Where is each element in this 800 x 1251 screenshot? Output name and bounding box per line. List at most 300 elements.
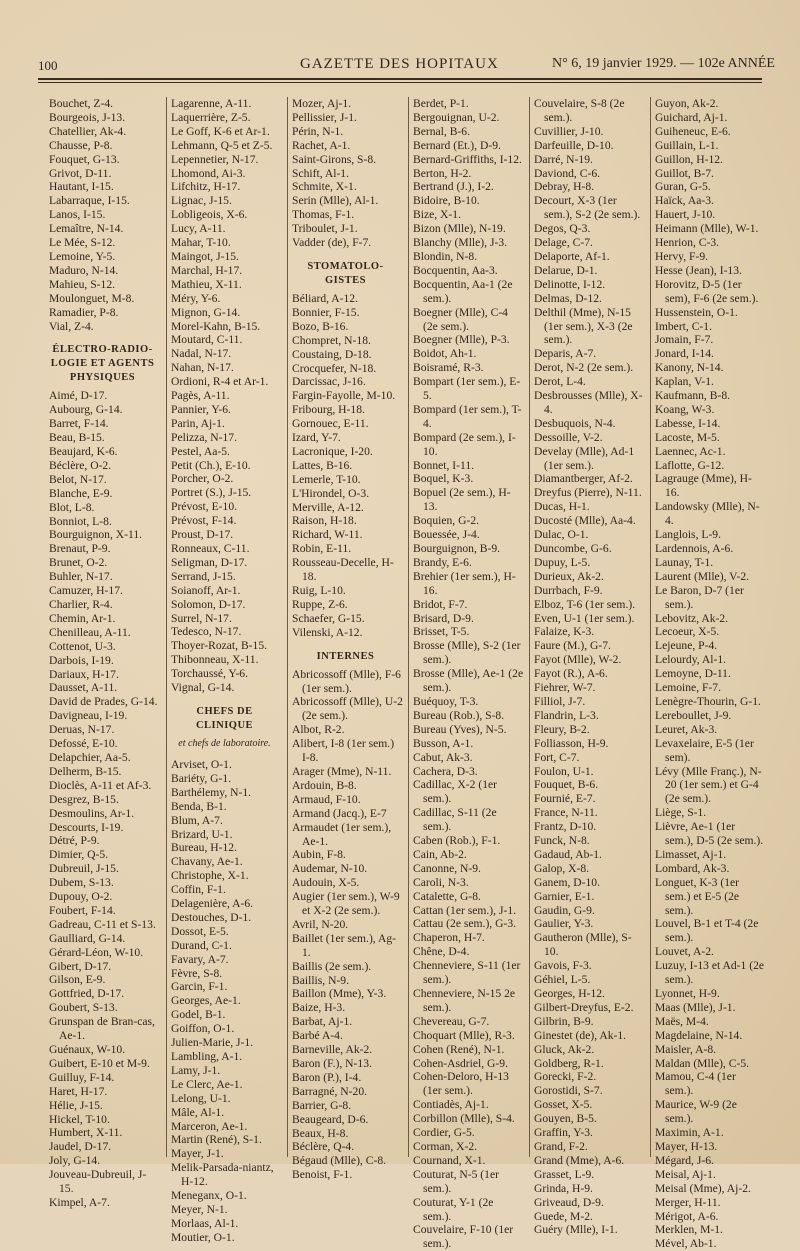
directory-entry: Chevereau, G-7. xyxy=(413,1014,490,1028)
directory-entry: Lamy, J-1. xyxy=(171,1063,221,1077)
header-rule xyxy=(38,78,762,80)
directory-entry: Cohen-Deloro, H-13 (1er sem.). xyxy=(413,1070,509,1098)
directory-entry: Chêne, D-4. xyxy=(413,945,470,959)
directory-entry: Chausse, P-8. xyxy=(49,138,113,152)
directory-entry: Le Clerc, Ae-1. xyxy=(171,1077,243,1091)
directory-entry: Gilbrin, B-9. xyxy=(534,1014,594,1028)
directory-entry: Armand (Jacq.), E-7 xyxy=(292,806,387,820)
section-subheading: et chefs de laboratoire. xyxy=(178,737,271,749)
directory-entry: Dessoille, V-2. xyxy=(534,430,603,444)
directory-entry: Cattan (1er sem.), J-1. xyxy=(413,903,517,917)
directory-entry: Thomas, F-1. xyxy=(292,208,355,222)
directory-entry: Pannier, Y-6. xyxy=(171,402,231,416)
directory-entry: Guilluy, F-14. xyxy=(49,1070,115,1084)
directory-entry: Duncombe, G-6. xyxy=(534,542,612,555)
directory-entry: Lhomond, Ai-3. xyxy=(171,166,246,180)
directory-entry: Gadreau, C-11 et S-13. xyxy=(49,917,156,931)
directory-entry: Lemoine, Y-5. xyxy=(49,249,116,263)
directory-entry: Boegner (Mlle), P-3. xyxy=(413,333,510,347)
directory-entry: Leuret, Ak-3. xyxy=(655,722,718,736)
directory-entry: Hussenstein, O-1. xyxy=(655,305,738,319)
directory-entry: Ruig, L-10. xyxy=(292,584,346,597)
directory-entry: Cohen (René), N-1. xyxy=(413,1042,505,1056)
directory-entry: Gottfried, D-17. xyxy=(49,987,125,1001)
directory-entry: Avril, N-20. xyxy=(292,917,349,931)
directory-entry: Charlier, R-4. xyxy=(49,598,113,611)
directory-entry: Limasset, Aj-1. xyxy=(655,847,727,861)
directory-entry: Berdet, P-1. xyxy=(413,97,469,110)
issue-line: N° 6, 19 janvier 1929. — 102e ANNÉE xyxy=(552,56,775,71)
directory-entry: Lucy, A-11. xyxy=(171,222,226,236)
directory-entry: Foulon, U-1. xyxy=(534,764,594,778)
directory-entry: Corbillon (Mlle), S-4. xyxy=(413,1112,515,1126)
directory-entry: Darbois, I-19. xyxy=(49,653,114,667)
directory-entry: Lenègre-Thourin, G-1. xyxy=(655,694,761,708)
directory-entry: Aimé, D-17. xyxy=(49,389,108,403)
directory-entry: Debray, H-8. xyxy=(534,180,595,194)
directory-entry: Bureau, H-12. xyxy=(171,841,238,855)
directory-entry: Kimpel, A-7. xyxy=(49,1195,110,1209)
section-heading: CHEFS DE CLINIQUE xyxy=(195,705,254,731)
directory-entry: Ginestet (de), Ak-1. xyxy=(534,1028,627,1042)
directory-entry: Fouquet, G-13. xyxy=(49,152,120,166)
directory-entry: Melik-Parsada-niantz, H-12. xyxy=(171,1161,274,1189)
directory-entry: Funck, N-8. xyxy=(534,834,590,848)
directory-entry: Boidot, Ah-1. xyxy=(413,347,477,361)
directory-entry: Baron (F.), N-13. xyxy=(292,1057,372,1070)
directory-entry: Serrand, J-15. xyxy=(171,569,236,583)
directory-entry: Lelong, U-1. xyxy=(171,1091,231,1105)
directory-entry: Lejeune, P-4. xyxy=(655,639,718,653)
directory-entry: Bouchet, Z-4. xyxy=(49,97,114,110)
directory-entry: Defossé, E-10. xyxy=(49,737,118,751)
directory-entry: Heimann (Mlle), W-1. xyxy=(655,222,759,236)
directory-entry: Daviond, C-6. xyxy=(534,166,601,180)
directory-entry: Caroli, N-3. xyxy=(413,875,469,889)
directory-entry: Fournié, E-7. xyxy=(534,792,596,806)
directory-entry: Ramadier, P-8. xyxy=(49,305,119,319)
directory-entry: Horovitz, D-5 (1er sem), F-6 (2e sem.). xyxy=(655,277,759,305)
directory-entry: Bompart (1er sem.), E-5. xyxy=(413,375,521,403)
directory-entry: Bonnet, I-11. xyxy=(413,458,475,472)
directory-entry: Fayot (R.), A-6. xyxy=(534,667,608,681)
directory-entry: Guyon, Ak-2. xyxy=(655,97,719,110)
directory-entry: Fargin-Fayolle, M-10. xyxy=(292,389,396,403)
directory-entry: Robin, E-11. xyxy=(292,542,352,556)
directory-entry: Lemaître, N-14. xyxy=(49,222,124,236)
directory-entry: Lombard, Ak-3. xyxy=(655,861,730,875)
directory-entry: Couturat, N-5 (1er sem.). xyxy=(413,1167,499,1195)
directory-entry: Meisal (Mme), Aj-2. xyxy=(655,1181,751,1195)
directory-entry: Cohen-Asdriel, G-9. xyxy=(413,1056,508,1070)
directory-entry: Meisal, Aj-1. xyxy=(655,1167,716,1181)
directory-entry: Guiheneuc, E-6. xyxy=(655,124,731,138)
directory-entry: Mayer, J-1. xyxy=(171,1147,224,1161)
header-rule-thin xyxy=(38,82,762,83)
directory-entry: Mâle, Al-1. xyxy=(171,1105,225,1119)
directory-entry: Prévost, F-14. xyxy=(171,514,237,528)
directory-entry: Hervy, F-9. xyxy=(655,249,709,263)
directory-entry: Aubin, F-8. xyxy=(292,848,346,862)
directory-entry: Delherm, B-15. xyxy=(49,764,122,778)
directory-entry: Filliol, J-7. xyxy=(534,694,586,708)
directory-entry: Barthélemy, N-1. xyxy=(171,785,252,799)
directory-entry: Brisset, T-5. xyxy=(413,625,470,639)
directory-entry: Raison, H-18. xyxy=(292,514,357,528)
directory-entry: Guede, M-2. xyxy=(534,1209,593,1223)
directory-entry: Delaporte, Af-1. xyxy=(534,249,610,263)
directory-entry: Grand (Mme), A-6. xyxy=(534,1153,625,1167)
directory-entry: Lambling, A-1. xyxy=(171,1050,243,1063)
directory-entry: Dupuy, L-5. xyxy=(534,555,591,569)
directory-entry: Julien-Marie, J-1. xyxy=(171,1036,254,1050)
directory-entry: Descourts, I-19. xyxy=(49,820,124,834)
directory-entry: Bompard (1er sem.), T-4. xyxy=(413,402,522,430)
directory-entry: Tedesco, N-17. xyxy=(171,625,242,639)
directory-entry: Surrel, N-17. xyxy=(171,611,232,625)
directory-entry: Brisard, D-9. xyxy=(413,611,474,625)
directory-entry: Kaplan, V-1. xyxy=(655,375,714,389)
directory-entry: Corman, X-2. xyxy=(413,1139,478,1153)
directory-entry: Vignal, G-14. xyxy=(171,681,235,695)
directory-entry: Desmoulins, Ar-1. xyxy=(49,806,135,820)
directory-entry: Armaud, F-10. xyxy=(292,792,361,806)
directory-entry: Dupouy, O-2. xyxy=(49,890,113,904)
directory-entry: Géhiel, L-5. xyxy=(534,973,591,987)
directory-entry: Ardouin, B-8. xyxy=(292,778,357,792)
directory-entry: Merklen, M-1. xyxy=(655,1223,723,1237)
directory-entry: Desgrez, B-15. xyxy=(49,792,119,806)
directory-entry: Bocquentin, Aa-1 (2e sem.). xyxy=(413,277,513,305)
directory-entry: Chatellier, Ak-4. xyxy=(49,124,127,138)
directory-entry: Couvelaire, S-8 (2e sem.). xyxy=(534,97,625,124)
directory-entry: Haïck, Aa-3. xyxy=(655,194,714,208)
directory-entry: Fiehrer, W-7. xyxy=(534,681,596,695)
directory-entry: Meneganx, O-1. xyxy=(171,1189,247,1203)
directory-entry: Graffin, Y-3. xyxy=(534,1126,593,1140)
directory-entry: Desbuquois, N-4. xyxy=(534,416,616,430)
directory-entry: Delarue, D-1. xyxy=(534,263,598,277)
directory-entry: Ganem, D-10. xyxy=(534,875,601,889)
directory-entry: Thoyer-Rozat, B-15. xyxy=(171,639,268,653)
directory-entry: Gérard-Léon, W-10. xyxy=(49,945,144,959)
directory-entry: Lecoeur, X-5. xyxy=(655,625,720,639)
directory-entry: Georges, H-12. xyxy=(534,987,605,1000)
directory-entry: Lebovitz, Ak-2. xyxy=(655,611,729,625)
directory-entry: Bourguignon, X-11. xyxy=(49,528,143,542)
directory-entry: Parin, Aj-1. xyxy=(171,416,225,430)
directory-entry: Gaudin, G-9. xyxy=(534,903,595,917)
directory-entry: Favary, A-7. xyxy=(171,952,229,966)
directory-entry: Mahieu, S-12. xyxy=(49,277,116,291)
directory-entry: Bernard (Et.), D-9. xyxy=(413,138,501,152)
column-2 xyxy=(166,97,282,1244)
directory-entry: Pestel, Aa-5. xyxy=(171,444,230,458)
directory-entry: Durieux, Ak-2. xyxy=(534,569,604,583)
directory-entry: Develay (Mlle), Ad-1 (1er sem.). xyxy=(534,444,635,472)
directory-entry: Chompret, N-18. xyxy=(292,333,371,347)
directory-entry: Joly, G-14. xyxy=(49,1154,101,1168)
directory-entry: Bonniot, L-8. xyxy=(49,514,112,528)
directory-entry: Goldberg, R-1. xyxy=(534,1056,604,1070)
directory-entry: Delinotte, I-12. xyxy=(534,277,606,291)
directory-entry: Folliasson, H-9. xyxy=(534,736,609,750)
directory-entry: Baillis, N-9. xyxy=(292,973,350,987)
directory-entry: Morel-Kahn, B-15. xyxy=(171,319,261,333)
directory-entry: Gadaud, Ab-1. xyxy=(534,847,602,861)
directory-entry: Augier (1er sem.), W-9 et X-2 (2e sem.). xyxy=(292,890,400,918)
directory-entry: Moutier, O-1. xyxy=(171,1230,235,1244)
directory-entry: Baillet (1er sem.), Ag-1. xyxy=(292,931,396,959)
directory-entry: Dariaux, H-17. xyxy=(49,667,119,681)
section-heading: INTERNES xyxy=(316,650,375,662)
directory-entry: Baize, H-3. xyxy=(292,1001,346,1015)
directory-entry: Degos, Q-3. xyxy=(534,222,591,236)
directory-entry: Darfeuille, D-10. xyxy=(534,138,614,152)
directory-entry: Guéry (Mlle), I-1. xyxy=(534,1223,618,1237)
directory-entry: Bize, X-1. xyxy=(413,208,461,222)
directory-entry: Mathieu, X-11. xyxy=(171,277,242,291)
directory-entry: Darré, N-19. xyxy=(534,152,593,166)
directory-entry: Luzuy, I-13 et Ad-1 (2e sem.). xyxy=(655,959,765,987)
directory-entry: Boisramé, R-3. xyxy=(413,361,484,375)
directory-entry: Jaudel, D-17. xyxy=(49,1140,112,1154)
directory-entry: Decourt, X-3 (1er sem.), S-2 (2e sem.). xyxy=(534,194,641,222)
column-3 xyxy=(287,97,403,1182)
directory-entry: Béclère, O-2. xyxy=(49,458,112,472)
directory-entry: Vadder (de), F-7. xyxy=(292,236,372,250)
column-5 xyxy=(529,97,645,1237)
directory-entry: Fèvre, S-8. xyxy=(171,966,223,980)
directory-entry: Arviset, O-1. xyxy=(171,757,232,771)
directory-entry: Richard, W-11. xyxy=(292,528,363,542)
directory-entry: Lacoste, M-5. xyxy=(655,430,720,444)
directory-entry: Schift, Al-1. xyxy=(292,166,350,180)
directory-entry: Seligman, D-17. xyxy=(171,555,248,569)
directory-entry: Chemin, Ar-1. xyxy=(49,611,116,625)
directory-entry: Maduro, N-14. xyxy=(49,263,119,277)
directory-entry: Solomon, D-17. xyxy=(171,597,246,611)
directory-entry: Maës, M-4. xyxy=(655,1014,709,1028)
directory-entry: Fribourg, H-18. xyxy=(292,403,365,417)
directory-entry: Maisler, A-8. xyxy=(655,1042,717,1056)
directory-entry: Guénaux, W-10. xyxy=(49,1043,126,1056)
directory-entry: Goiffon, O-1. xyxy=(171,1022,235,1036)
directory-entry: Cournand, X-1. xyxy=(413,1153,486,1167)
directory-entry: Elboz, T-6 (1er sem.). xyxy=(534,597,636,611)
directory-entry: Baillon (Mme), Y-3. xyxy=(292,987,387,1001)
directory-entry: Guillon, H-12. xyxy=(655,152,723,166)
directory-entry: Longuet, K-3 (1er sem.) et E-5 (2e sem.). xyxy=(655,875,740,917)
directory-entry: Lyonnet, H-9. xyxy=(655,987,720,1000)
directory-entry: Dubreuil, J-15. xyxy=(49,862,119,876)
directory-entry: Imbert, C-1. xyxy=(655,319,712,333)
directory-entry: Hautant, I-15. xyxy=(49,180,114,194)
directory-entry: Portret (S.), J-15. xyxy=(171,486,252,500)
directory-entry: Coffin, F-1. xyxy=(171,883,226,897)
directory-entry: Lardennois, A-6. xyxy=(655,542,734,555)
directory-entry: Arager (Mme), N-11. xyxy=(292,764,392,778)
directory-entry: Gaulier, Y-3. xyxy=(534,917,594,931)
directory-entry: Lehmann, Q-5 et Z-5. xyxy=(171,138,273,152)
directory-entry: Deruas, N-17. xyxy=(49,723,115,737)
directory-entry: Cachera, D-3. xyxy=(413,764,478,778)
directory-entry: Lobligeois, X-6. xyxy=(171,208,248,222)
directory-entry: Torchaussé, Y-6. xyxy=(171,667,248,681)
directory-entry: Beaujard, K-6. xyxy=(49,445,118,459)
directory-entry: Durand, C-1. xyxy=(171,938,232,952)
directory-entry: Frantz, D-10. xyxy=(534,820,597,834)
directory-entry: Louvet, A-2. xyxy=(655,945,714,959)
directory-entry: Delmas, D-12. xyxy=(534,291,602,305)
directory-entry: Launay, T-1. xyxy=(655,555,714,569)
directory-entry: Dioclès, A-11 et Af-3. xyxy=(49,778,152,792)
directory-entry: Rousseau-Decelle, H-18. xyxy=(292,556,394,584)
directory-columns xyxy=(45,97,767,1251)
directory-entry: Blot, L-8. xyxy=(49,500,95,514)
directory-entry: Bourgeois, J-13. xyxy=(49,110,126,124)
directory-entry: Christophe, X-1. xyxy=(171,869,249,883)
directory-entry: Chavany, Ae-1. xyxy=(171,855,243,869)
directory-entry: Lepennetier, N-17. xyxy=(171,152,259,166)
directory-entry: David de Prades, G-14. xyxy=(49,695,158,709)
directory-entry: Haret, H-17. xyxy=(49,1084,108,1098)
directory-entry: Maas (Mlle), J-1. xyxy=(655,1000,736,1014)
directory-entry: Bernard-Griffiths, I-12. xyxy=(413,152,522,166)
directory-entry: Jouveau-Dubreuil, J-15. xyxy=(49,1168,147,1196)
directory-entry: Périn, N-1. xyxy=(292,124,344,138)
directory-entry: Laquerrière, Z-5. xyxy=(171,110,251,124)
directory-entry: Vial, Z-4. xyxy=(49,319,94,333)
directory-entry: Gouyen, B-5. xyxy=(534,1112,597,1126)
directory-entry: Cadillac, X-2 (1er sem.). xyxy=(413,778,498,806)
directory-entry: Guillain, L-1. xyxy=(655,138,719,152)
directory-entry: Davigneau, I-19. xyxy=(49,709,128,723)
directory-entry: Hauert, J-10. xyxy=(655,208,716,222)
directory-entry: Laflotte, G-12. xyxy=(655,458,725,472)
directory-entry: Couturat, Y-1 (2e sem.). xyxy=(413,1195,494,1223)
directory-entry: Abricossoff (Mlle), F-6 (1er sem.). xyxy=(292,667,401,695)
directory-entry: Gorostidi, S-7. xyxy=(534,1084,603,1098)
directory-entry: Grunspan de Bran-cas, Ae-1. xyxy=(49,1015,155,1043)
directory-entry: Bergouignan, U-2. xyxy=(413,110,500,124)
directory-entry: Derot, L-4. xyxy=(534,375,586,389)
directory-entry: Ducas, H-1. xyxy=(534,500,590,514)
directory-entry: Gilbert-Dreyfus, E-2. xyxy=(534,1000,634,1014)
directory-entry: Bourguignon, B-9. xyxy=(413,542,501,555)
directory-entry: Dulac, O-1. xyxy=(534,528,589,542)
directory-entry: Grinda, H-9. xyxy=(534,1181,593,1195)
column-6 xyxy=(650,97,766,1251)
directory-entry: Kanony, N-14. xyxy=(655,361,724,375)
directory-entry: Brehier (1er sem.), H-16. xyxy=(413,569,516,597)
directory-entry: Mérigot, A-6. xyxy=(655,1209,719,1223)
directory-entry: Merger, H-11. xyxy=(655,1195,721,1209)
directory-entry: Dreyfus (Pierre), N-11. xyxy=(534,486,642,500)
directory-entry: Flandrin, L-3. xyxy=(534,708,599,722)
directory-entry: Fouquet, B-6. xyxy=(534,778,599,792)
directory-entry: Brosse (Mlle), Ae-1 (2e sem.). xyxy=(413,667,524,695)
directory-entry: Lignac, J-15. xyxy=(171,194,232,208)
page-header xyxy=(0,52,800,76)
directory-entry: Labesse, I-14. xyxy=(655,416,721,430)
directory-entry: Ronneaux, C-11. xyxy=(171,542,250,555)
directory-entry: Buéquoy, T-3. xyxy=(413,694,479,708)
directory-entry: Béclère, Q-4. xyxy=(292,1140,355,1154)
directory-entry: Gaulliard, G-14. xyxy=(49,931,126,945)
directory-entry: Garcin, F-1. xyxy=(171,980,228,994)
directory-entry: Béliard, A-12. xyxy=(292,291,359,305)
directory-entry: Destouches, D-1. xyxy=(171,910,252,924)
directory-entry: Armaudet (1er sem.), Ae-1. xyxy=(292,820,392,848)
directory-entry: Blanche, E-9. xyxy=(49,486,113,500)
directory-entry: Dubem, S-13. xyxy=(49,876,114,890)
directory-entry: Dimier, Q-5. xyxy=(49,848,109,862)
directory-entry: Brandy, E-6. xyxy=(413,555,472,569)
directory-entry: Saint-Girons, S-8. xyxy=(292,152,377,166)
directory-entry: Garnier, E-1. xyxy=(534,889,595,903)
directory-entry: Goubert, S-13. xyxy=(49,1001,118,1015)
directory-entry: Fort, C-7. xyxy=(534,750,580,764)
directory-entry: Delapchier, Aa-5. xyxy=(49,750,131,764)
directory-entry: Aubourg, G-14. xyxy=(49,403,123,417)
directory-entry: Gornouec, E-11. xyxy=(292,417,369,431)
directory-entry: Kaufmann, B-8. xyxy=(655,389,731,403)
directory-entry: Berton, H-2. xyxy=(413,166,472,180)
directory-entry: Nadal, N-17. xyxy=(171,347,232,361)
directory-entry: Bernal, B-6. xyxy=(413,124,470,138)
directory-entry: Mayer, H-13. xyxy=(655,1139,718,1153)
directory-entry: Guran, G-5. xyxy=(655,180,711,194)
directory-entry: Cordier, G-5. xyxy=(413,1126,475,1140)
directory-entry: Ducosté (Mlle), Aa-4. xyxy=(534,514,636,528)
directory-entry: Desbrousses (Mlle), X-4. xyxy=(534,389,643,416)
directory-entry: France, N-11. xyxy=(534,806,598,820)
directory-entry: Cabut, Ak-3. xyxy=(413,750,473,764)
directory-entry: Schaefer, G-15. xyxy=(292,611,365,625)
directory-entry: Marceron, Ae-1. xyxy=(171,1119,248,1133)
directory-entry: Chenneviere, N-15 2e sem.). xyxy=(413,987,516,1014)
directory-entry: Laurent (Mlle), V-2. xyxy=(655,569,750,583)
directory-entry: Blondin, N-8. xyxy=(413,249,478,263)
directory-entry: Baron (P.), I-4. xyxy=(292,1070,362,1084)
directory-entry: Hesse (Jean), I-13. xyxy=(655,263,742,277)
directory-entry: Ruppe, Z-6. xyxy=(292,597,348,611)
directory-entry: Le Goff, K-6 et Ar-1. xyxy=(171,124,270,138)
directory-entry: Détré, P-9. xyxy=(49,834,100,848)
directory-entry: Maldan (Mlle), C-5. xyxy=(655,1056,750,1070)
directory-entry: Merville, A-12. xyxy=(292,500,364,514)
directory-entry: Choquart (Mlle), R-3. xyxy=(413,1028,515,1042)
directory-entry: Benoist, F-1. xyxy=(292,1168,353,1182)
directory-entry: Henrion, C-3. xyxy=(655,236,720,250)
directory-entry: Brenaut, P-9. xyxy=(49,542,111,556)
directory-entry: Langlois, L-9. xyxy=(655,528,722,542)
directory-entry: Boegner (Mlle), C-4 (2e sem.). xyxy=(413,305,508,333)
directory-entry: Morlaas, Al-1. xyxy=(171,1216,239,1230)
directory-entry: Hélie, J-15. xyxy=(49,1098,103,1112)
directory-entry: Mamou, C-4 (1er sem.). xyxy=(655,1070,736,1098)
directory-entry: Boquien, G-2. xyxy=(413,514,480,528)
directory-entry: Bertrand (J.), I-2. xyxy=(413,180,494,194)
directory-entry: Maximin, A-1. xyxy=(655,1126,724,1140)
directory-entry: Foubert, F-14. xyxy=(49,903,116,917)
directory-entry: Martin (René), S-1. xyxy=(171,1133,262,1147)
directory-entry: Darcissac, J-16. xyxy=(292,375,366,389)
directory-entry: Lagrauge (Mme), H-16. xyxy=(655,472,752,500)
directory-entry: Contiadès, Aj-1. xyxy=(413,1098,489,1112)
directory-entry: Laennec, Ac-1. xyxy=(655,444,726,458)
